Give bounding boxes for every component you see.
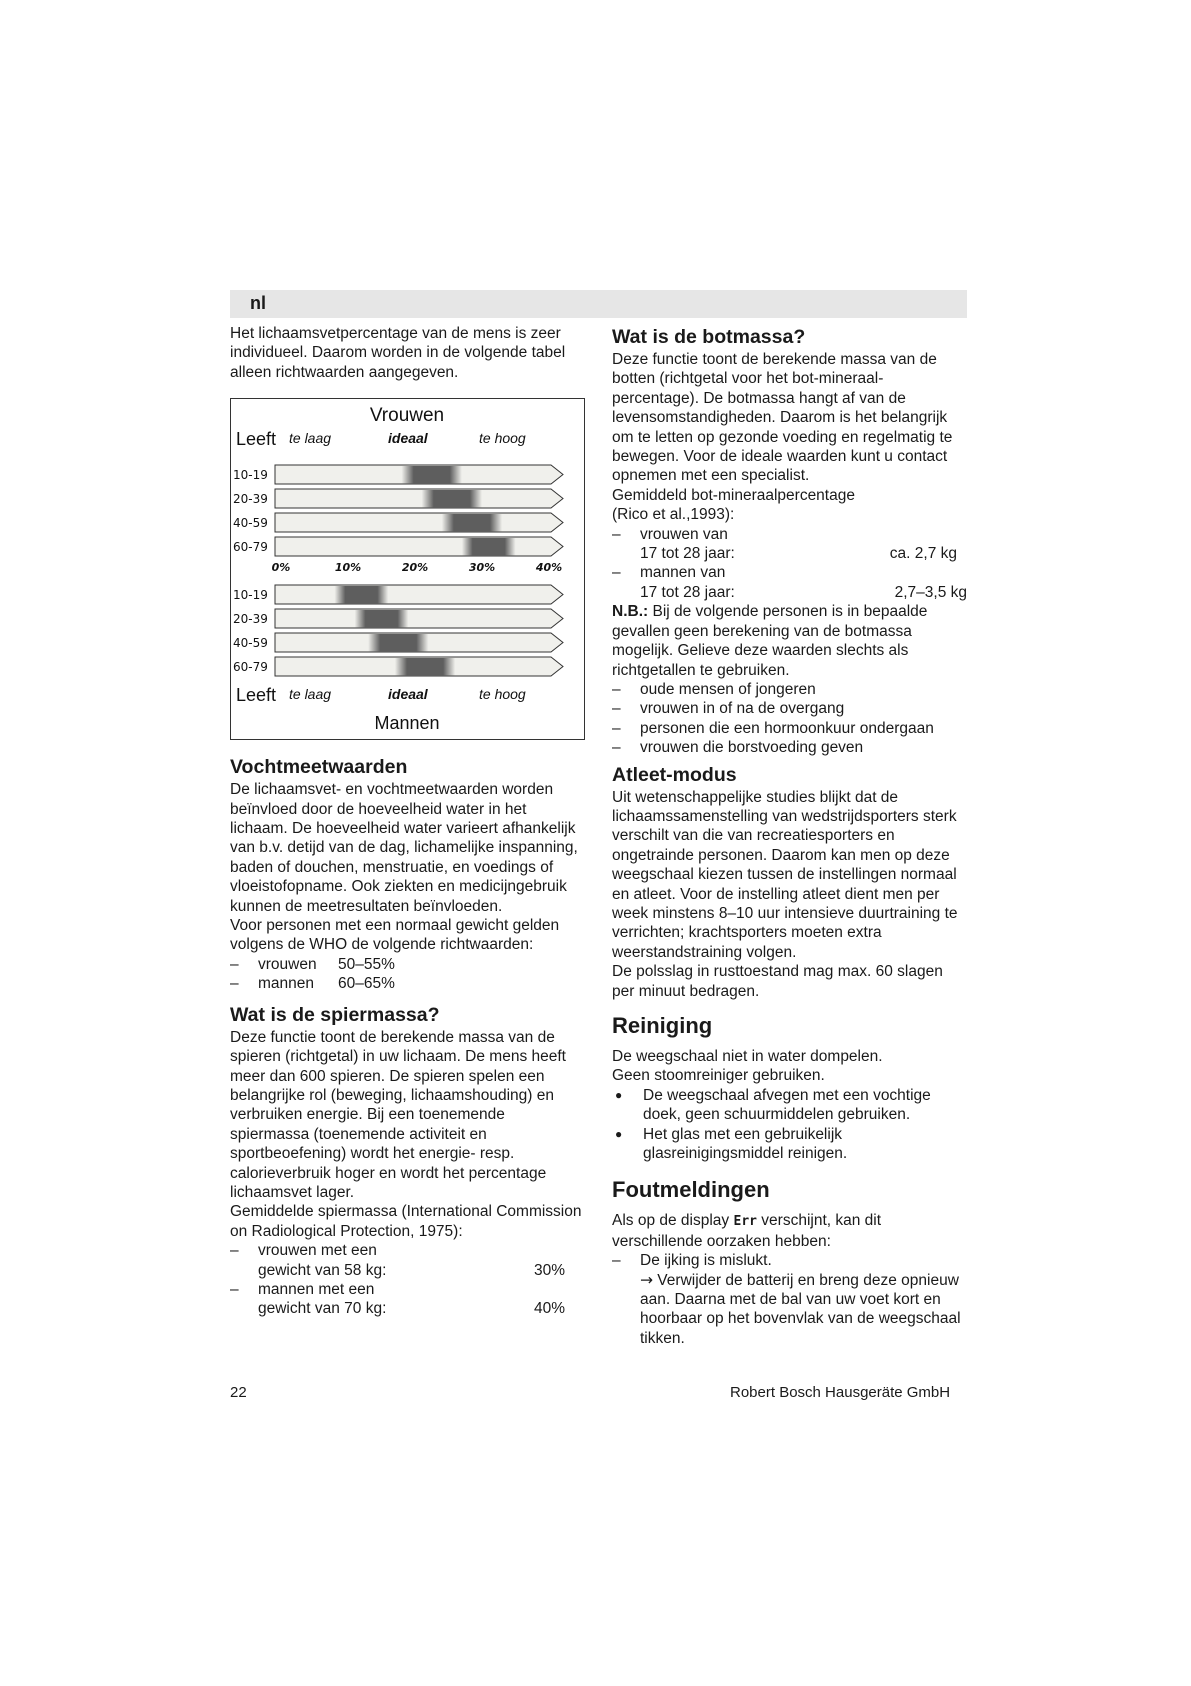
women-ideal-range [422, 490, 482, 508]
bone-paragraph-2a: Gemiddeld bot-mineraalpercentage [612, 486, 855, 504]
bone-paragraph-1: Deze functie toont de berekende massa van de botten (richtgetal voor het bot-mineraal-percentage). De botmassa hangt af van de levensomstandigheden. Daarom is het belangrijk om te letten op gezonde voeding en regelmatig te bewegen. Voor de ideale waarden kunt u contact opnemen met een specialist. [612, 351, 953, 485]
men-category-label: 20-39 [233, 612, 268, 627]
athlete-heading: Atleet-modus [612, 763, 737, 786]
women-ideal-range [462, 538, 516, 556]
cleaning-heading: Reiniging [612, 1013, 713, 1038]
muscle-paragraph-2: Gemiddelde spiermassa (International Commission on Radiological Protection, 1975): [230, 1203, 582, 1240]
page-number: 22 [230, 1384, 247, 1401]
list-item-value: 17 tot 28 jaar: ca. 2,7 kg [640, 545, 957, 563]
bone-note: N.B.: Bij de volgende personen is in bepaalde gevallen geen berekening van de botmassa mogelijk. Gelieve deze waarden slechts als richtgetallen te gebruiken. [612, 603, 928, 679]
language-bar [230, 290, 967, 318]
list-item: – oude mensen of jongeren [612, 680, 816, 698]
bone-heading: Wat is de botmassa? [612, 326, 806, 348]
muscle-paragraph-1: Deze functie toont de berekende massa van de spieren (richtgetal) in uw lichaam. De mens heeft meer dan 600 spieren. De spieren spelen een belangrijke rol (beweging, lichaamshouding) en verbruiken energie. Bij een toenemende spiermassa (toenemende activiteit en sportbeoefening) wordt het energie- resp. calorieverbruik hoger en wordt het percentage lichaamsvet lager. [230, 1028, 566, 1201]
moisture-paragraph-1: De lichaamsvet- en vochtmeetwaarden worden beïnvloed door de hoeveelheid water in het lichaam. De hoeveelheid water varieert afhankelijk van b.v. detijd van de dag, lichamelijke inspanning, baden of douchen, menstruatie, en voedings of vloeistofopname. Ook ziekten en medicijngebruik kunnen de meetresultaten beïnvloeden. [230, 781, 578, 915]
axis-tick-label: 10% [334, 561, 362, 575]
list-item: ● Het glas met een gebruikelijk glasreinigingsmiddel reinigen. [612, 1125, 967, 1164]
men-ideal-range [335, 586, 389, 604]
women-category-label: 60-79 [233, 540, 268, 555]
list-item-value: gewicht van 58 kg: 30% [258, 1261, 565, 1279]
bottom-zone-label: te laag [289, 686, 332, 703]
athlete-paragraph-1: Uit wetenschappelijke studies blijkt dat de lichaamssamenstelling van wedstrijdsporters sterk verschilt van die van recreatiesporters en ongetrainde personen. Daarom kan men op deze weegschaal kiezen tussen de instellingen normaal en atleet. Voor de instelling atleet dient men per week minstens 8–10 uur intensieve duurtraining te verrichten; krachtsporters moeten extra weerstandstraining volgen. [612, 788, 958, 961]
list-item: – personen die een hormoonkuur ondergaan [612, 719, 934, 737]
top-row-header: Leeft [236, 429, 277, 450]
arrow-right-icon: → [640, 1270, 653, 1289]
errors-paragraph: Als op de display Err verschijnt, kan dit verschillende oorzaken hebben: [612, 1212, 882, 1250]
moisture-heading: Vochtmeetwaarden [230, 756, 408, 779]
men-ideal-range [355, 610, 409, 628]
left-column [230, 324, 585, 1319]
women-ideal-range [442, 514, 502, 532]
right-column [612, 324, 967, 1348]
list-item: – vrouwen in of na de overgang [612, 700, 845, 718]
error-code-display: Err [733, 1214, 757, 1230]
women-ideal-range [402, 466, 462, 484]
list-item: – vrouwen 50–55% [230, 955, 395, 973]
body-fat-chart [230, 398, 585, 740]
bullet-icon: ● [615, 1087, 623, 1102]
men-ideal-range [368, 634, 428, 652]
men-category-label: 60-79 [233, 660, 268, 675]
top-zone-label: ideaal [388, 430, 428, 447]
list-item: ● De weegschaal afvegen met een vochtige doek, geen schuurmiddelen gebruiken. [612, 1086, 967, 1125]
cleaning-paragraph-2: Geen stoomreiniger gebruiken. [612, 1067, 825, 1085]
bottom-zone-label: ideaal [388, 686, 428, 703]
bottom-zone-label: te hoog [479, 686, 526, 703]
women-category-label: 20-39 [233, 492, 268, 507]
bone-paragraph-2b: (Rico et al.,1993): [612, 506, 735, 524]
list-item-value: 17 tot 28 jaar: 2,7–3,5 kg [640, 583, 967, 601]
men-bar [275, 609, 563, 628]
axis-tick-label: 20% [401, 561, 429, 575]
men-category-label: 40-59 [233, 636, 268, 651]
list-item: – vrouwen met een [230, 1242, 377, 1260]
women-bar [275, 537, 563, 556]
top-zone-label: te hoog [479, 430, 526, 447]
body-fat-chart-svg [231, 399, 584, 739]
footer-company: Robert Bosch Hausgeräte GmbH [730, 1384, 951, 1401]
list-item: – vrouwen van [612, 525, 728, 543]
axis-tick-label: 0% [271, 561, 291, 575]
body-fat-intro: Het lichaamsvetpercentage van de mens is zeer individueel. Daarom worden in de volgende tabel alleen richtwaarden aangegeven. [230, 325, 566, 381]
list-item: – vrouwen die borstvoeding geven [612, 739, 864, 757]
athlete-paragraph-2: De polsslag in rusttoestand mag max. 60 slagen per minuut bedragen. [612, 963, 943, 1000]
list-item: – De ijking is mislukt. → Verwijder de batterij en breng deze opnieuw aan. Daarna met de bal van uw voet kort en hoorbaar op het bovenvlak van de weegschaal tikken. [612, 1252, 961, 1347]
men-bar [275, 585, 563, 604]
bullet-icon: ● [615, 1126, 623, 1141]
list-item: – mannen met een [230, 1280, 375, 1298]
moisture-paragraph-2: Voor personen met een normaal gewicht gelden volgens de WHO de volgende richtwaarden: [230, 917, 560, 954]
axis-tick-label: 30% [468, 561, 496, 575]
list-item: – mannen van [612, 564, 726, 582]
language-code: nl [250, 293, 266, 313]
men-ideal-range [395, 658, 455, 676]
bottom-row-header: Leeft [236, 685, 277, 706]
men-category-label: 10-19 [233, 588, 268, 603]
chart-title-bottom: Mannen [374, 713, 440, 734]
list-item-value: gewicht van 70 kg: 40% [258, 1300, 565, 1318]
axis-tick-label: 40% [535, 561, 563, 575]
cleaning-paragraph-1: De weegschaal niet in water dompelen. [612, 1048, 883, 1065]
muscle-heading: Wat is de spiermassa? [230, 1003, 440, 1026]
list-item: – mannen 60–65% [230, 975, 395, 993]
women-category-label: 10-19 [233, 468, 268, 483]
women-bar [275, 489, 563, 508]
chart-title-top: Vrouwen [369, 405, 445, 427]
top-zone-label: te laag [289, 430, 332, 447]
women-category-label: 40-59 [233, 516, 268, 531]
errors-heading: Foutmeldingen [612, 1177, 770, 1203]
women-bar [275, 513, 563, 532]
